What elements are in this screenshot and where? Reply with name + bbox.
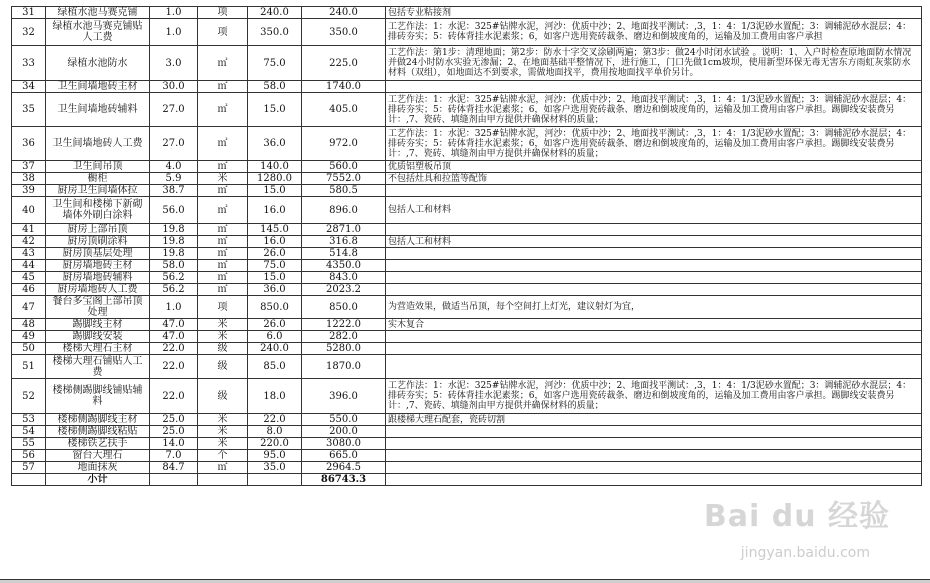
unit-price-cell: 15.0 (248, 185, 302, 197)
remarks-cell: 工艺作法：1：水泥：325#钻牌水泥，河沙：优质中沙；2、地面找平测试：,3，1：4：1/3泥砂水置配；3：调辅泥砂水混层；4：排砖夯实；5：砖体背挂水泥素浆；6，如客户选用瓷砖裁条、磨边和倒坡度角的，运输及加工费用由客户承担 (386, 19, 922, 46)
unit-price-cell: 22.0 (248, 414, 302, 426)
remarks-cell (386, 185, 922, 197)
amount-cell: 350.0 (302, 19, 386, 46)
unit-cell: 个 (198, 450, 248, 462)
unit-cell: ㎡ (198, 224, 248, 236)
row-number-cell: 37 (12, 161, 46, 173)
table-row (12, 127, 922, 161)
remarks-cell (386, 438, 922, 450)
unit-price-cell: 16.0 (248, 197, 302, 224)
quantity-cell: 27.0 (150, 93, 198, 127)
unit-price-cell: 26.0 (248, 248, 302, 260)
row-number-cell: 51 (12, 355, 46, 379)
amount-cell: 316.8 (302, 236, 386, 248)
unit-cell: ㎡ (198, 185, 248, 197)
remarks-cell: 包括人工和材料 (386, 236, 922, 248)
remarks-cell (386, 248, 922, 260)
amount-cell: 2871.0 (302, 224, 386, 236)
table-row (12, 19, 922, 46)
table-row (12, 161, 922, 173)
unit-price-cell: 850.0 (248, 296, 302, 319)
remarks-cell: 优质铝塑板吊顶 (386, 161, 922, 173)
quote-table (11, 6, 922, 486)
row-number-cell: 40 (12, 197, 46, 224)
quantity-cell: 19.8 (150, 224, 198, 236)
amount-cell: 282.0 (302, 331, 386, 343)
quantity-cell: 22.0 (150, 343, 198, 355)
row-number-cell: 32 (12, 19, 46, 46)
remarks-cell: 工艺作法：第1步：清理地面；第2步：防水十字交叉涂刷两遍；第3步：做24小时闭水试验 。说明：1、入户时检查原地面防水情况并做24小时防水实验无渗漏；2、在地面基础平整情况下，进行施工，门口先做1cm坡坝，使用新型环保无毒无害东方雨虹灰浆防水材料（双组），如地面达不到要求，需做地面找平，费用按地面找平单价另计。 (386, 46, 922, 81)
remarks-cell: 包括人工和材料 (386, 197, 922, 224)
blank-cell (386, 474, 922, 486)
unit-price-cell: 15.0 (248, 272, 302, 284)
unit-cell: ㎡ (198, 93, 248, 127)
row-number-cell: 52 (12, 379, 46, 414)
unit-cell: 项 (198, 296, 248, 319)
unit-price-cell: 6.0 (248, 331, 302, 343)
unit-price-cell: 75.0 (248, 46, 302, 81)
row-number-cell: 45 (12, 272, 46, 284)
table-row (12, 185, 922, 197)
row-number-cell: 49 (12, 331, 46, 343)
unit-price-cell: 350.0 (248, 19, 302, 46)
table-row (12, 93, 922, 127)
amount-cell: 396.0 (302, 379, 386, 414)
unit-cell: ㎡ (198, 236, 248, 248)
amount-cell: 3080.0 (302, 438, 386, 450)
amount-cell: 5280.0 (302, 343, 386, 355)
table-row (12, 355, 922, 379)
item-name-cell: 绿植水池防水 (46, 46, 150, 81)
quantity-cell: 1.0 (150, 7, 198, 19)
table-row (12, 450, 922, 462)
unit-price-cell: 36.0 (248, 127, 302, 161)
row-number-cell: 48 (12, 319, 46, 331)
item-name-cell: 餐台多宝阁上部吊顶处理 (46, 296, 150, 319)
row-number-cell: 55 (12, 438, 46, 450)
remarks-cell (386, 260, 922, 272)
item-name-cell: 厨房墙地砖主材 (46, 260, 150, 272)
item-name-cell: 楼梯侧踢脚线铺贴辅料 (46, 379, 150, 414)
unit-price-cell: 36.0 (248, 284, 302, 296)
unit-price-cell: 240.0 (248, 7, 302, 19)
table-body (12, 7, 922, 486)
quantity-cell: 1.0 (150, 19, 198, 46)
quantity-cell: 56.0 (150, 197, 198, 224)
subtotal-amount-cell: 86743.3 (302, 474, 386, 486)
unit-cell: ㎡ (198, 127, 248, 161)
blank-cell (150, 474, 198, 486)
quantity-cell: 5.9 (150, 173, 198, 185)
remarks-cell: 工艺作法：1：水泥：325#钻牌水泥，河沙：优质中沙；2、地面找平测试：,3，1：4：1/3泥砂水置配；3：调辅泥砂水混层；4：排砖夯实；5：砖体背挂水泥素浆；6，如客户选用瓷砖裁条、磨边和倒坡度角的，运输及加工费用由客户承担。踢脚线安装费另计：,7、瓷砖、填缝剂由甲方提供并确保材料的质量； (386, 379, 922, 414)
watermark-url: jingyan.baidu.com (740, 545, 870, 561)
item-name-cell: 卫生间吊顶 (46, 161, 150, 173)
amount-cell: 225.0 (302, 46, 386, 81)
quantity-cell: 56.2 (150, 272, 198, 284)
amount-cell: 2964.5 (302, 462, 386, 474)
amount-cell: 550.0 (302, 414, 386, 426)
quantity-cell: 47.0 (150, 331, 198, 343)
row-number-cell: 54 (12, 426, 46, 438)
remarks-cell: 为营造效果，做适当吊顶，每个空间打上灯光，建议射灯为宜， (386, 296, 922, 319)
table-row (12, 272, 922, 284)
row-number-cell: 38 (12, 173, 46, 185)
row-number-cell: 42 (12, 236, 46, 248)
item-name-cell: 绿植水池马赛克铺 (46, 7, 150, 19)
item-name-cell: 楼梯侧踢脚线主材 (46, 414, 150, 426)
item-name-cell: 卫生间墙地砖辅料 (46, 93, 150, 127)
row-number-cell: 31 (12, 7, 46, 19)
quantity-cell: 84.7 (150, 462, 198, 474)
table-row (12, 248, 922, 260)
amount-cell: 972.0 (302, 127, 386, 161)
item-name-cell: 绿植水池马赛克铺贴人工费 (46, 19, 150, 46)
item-name-cell: 楼梯大理石主材 (46, 343, 150, 355)
table-row (12, 236, 922, 248)
row-number-cell: 36 (12, 127, 46, 161)
unit-cell: 米 (198, 173, 248, 185)
unit-cell: 级 (198, 379, 248, 414)
unit-price-cell: 15.0 (248, 93, 302, 127)
amount-cell: 240.0 (302, 7, 386, 19)
subtotal-row (12, 474, 922, 486)
amount-cell: 580.5 (302, 185, 386, 197)
quantity-cell: 58.0 (150, 260, 198, 272)
unit-price-cell: 26.0 (248, 319, 302, 331)
remarks-cell (386, 426, 922, 438)
amount-cell: 405.0 (302, 93, 386, 127)
item-name-cell: 楼梯侧踢脚线粘贴 (46, 426, 150, 438)
unit-price-cell: 75.0 (248, 260, 302, 272)
quantity-cell: 25.0 (150, 414, 198, 426)
item-name-cell: 厨房墙地砖人工费 (46, 284, 150, 296)
table-row (12, 319, 922, 331)
amount-cell: 2023.2 (302, 284, 386, 296)
unit-price-cell: 145.0 (248, 224, 302, 236)
unit-cell: ㎡ (198, 284, 248, 296)
item-name-cell: 卫生间墙地砖人工费 (46, 127, 150, 161)
remarks-cell: 工艺作法：1：水泥：325#钻牌水泥，河沙：优质中沙；2、地面找平测试：,3，1：4：1/3泥砂水置配；3：调辅泥砂水混层；4：排砖夯实；5：砖体背挂水泥素浆；6，如客户选用瓷砖裁条、磨边和倒坡度角的，运输及加工费用由客户承担。踢脚线安装费另计：,7、瓷砖、填缝剂由甲方提供并确保材料的质量； (386, 127, 922, 161)
quantity-cell: 47.0 (150, 319, 198, 331)
amount-cell: 7552.0 (302, 173, 386, 185)
item-name-cell: 踢脚线安装 (46, 331, 150, 343)
unit-price-cell: 140.0 (248, 161, 302, 173)
amount-cell: 200.0 (302, 426, 386, 438)
unit-cell: 米 (198, 426, 248, 438)
unit-cell: ㎡ (198, 197, 248, 224)
table-row (12, 331, 922, 343)
table-row (12, 46, 922, 81)
amount-cell: 665.0 (302, 450, 386, 462)
item-name-cell: 踢脚线主材 (46, 319, 150, 331)
row-number-cell: 57 (12, 462, 46, 474)
table-row (12, 343, 922, 355)
bottom-strip (0, 579, 930, 583)
unit-cell: 级 (198, 343, 248, 355)
unit-price-cell: 85.0 (248, 355, 302, 379)
remarks-cell (386, 462, 922, 474)
unit-cell: ㎡ (198, 462, 248, 474)
watermark-logo: Bai du 经验 (703, 499, 890, 534)
amount-cell: 4350.0 (302, 260, 386, 272)
remarks-cell (386, 81, 922, 93)
remarks-cell (386, 272, 922, 284)
unit-cell: 项 (198, 19, 248, 46)
item-name-cell: 卫生间墙地砖主材 (46, 81, 150, 93)
table-row (12, 296, 922, 319)
item-name-cell: 厨房卫生间墙体拉 (46, 185, 150, 197)
blank-cell (12, 474, 46, 486)
unit-cell: ㎡ (198, 272, 248, 284)
subtotal-label-cell: 小计 (46, 474, 150, 486)
unit-price-cell: 8.0 (248, 426, 302, 438)
quantity-cell: 14.0 (150, 438, 198, 450)
quantity-cell: 19.8 (150, 248, 198, 260)
table-row (12, 284, 922, 296)
table-row (12, 462, 922, 474)
quantity-cell: 7.0 (150, 450, 198, 462)
amount-cell: 1222.0 (302, 319, 386, 331)
unit-cell: ㎡ (198, 46, 248, 81)
remarks-cell: 跟楼梯大理石配套，瓷砖切割 (386, 414, 922, 426)
item-name-cell: 厨房顶刷涂料 (46, 236, 150, 248)
table-row (12, 260, 922, 272)
amount-cell: 514.8 (302, 248, 386, 260)
row-number-cell: 34 (12, 81, 46, 93)
quantity-cell: 25.0 (150, 426, 198, 438)
quantity-cell: 27.0 (150, 127, 198, 161)
item-name-cell: 卫生间和楼梯下新砌墙体外刷白涂料 (46, 197, 150, 224)
item-name-cell: 楼梯大理石铺贴人工费 (46, 355, 150, 379)
quantity-cell: 1.0 (150, 296, 198, 319)
unit-cell: 米 (198, 319, 248, 331)
row-number-cell: 47 (12, 296, 46, 319)
row-number-cell: 56 (12, 450, 46, 462)
table-row (12, 7, 922, 19)
item-name-cell: 厨房上部吊顶 (46, 224, 150, 236)
amount-cell: 896.0 (302, 197, 386, 224)
row-number-cell: 46 (12, 284, 46, 296)
blank-cell (248, 474, 302, 486)
quantity-cell: 22.0 (150, 379, 198, 414)
quantity-cell: 30.0 (150, 81, 198, 93)
amount-cell: 850.0 (302, 296, 386, 319)
item-name-cell: 地面抹灰 (46, 462, 150, 474)
unit-price-cell: 1280.0 (248, 173, 302, 185)
quantity-cell: 56.2 (150, 284, 198, 296)
row-number-cell: 35 (12, 93, 46, 127)
unit-price-cell: 35.0 (248, 462, 302, 474)
unit-price-cell: 95.0 (248, 450, 302, 462)
remarks-cell: 不包括灶具和拉篮等配饰 (386, 173, 922, 185)
remarks-cell (386, 355, 922, 379)
quote-sheet (11, 6, 922, 486)
row-number-cell: 44 (12, 260, 46, 272)
unit-cell: ㎡ (198, 81, 248, 93)
unit-price-cell: 16.0 (248, 236, 302, 248)
row-number-cell: 50 (12, 343, 46, 355)
unit-price-cell: 58.0 (248, 81, 302, 93)
item-name-cell: 厨房墙地砖辅料 (46, 272, 150, 284)
unit-price-cell: 18.0 (248, 379, 302, 414)
table-row (12, 426, 922, 438)
row-number-cell: 33 (12, 46, 46, 81)
amount-cell: 843.0 (302, 272, 386, 284)
unit-cell: 米 (198, 414, 248, 426)
remarks-cell (386, 224, 922, 236)
unit-cell: 米 (198, 331, 248, 343)
unit-cell: 项 (198, 7, 248, 19)
amount-cell: 560.0 (302, 161, 386, 173)
item-name-cell: 橱柜 (46, 173, 150, 185)
amount-cell: 1870.0 (302, 355, 386, 379)
quantity-cell: 19.8 (150, 236, 198, 248)
row-number-cell: 43 (12, 248, 46, 260)
quantity-cell: 3.0 (150, 46, 198, 81)
table-row (12, 81, 922, 93)
item-name-cell: 窗台大理石 (46, 450, 150, 462)
remarks-cell: 包括专业粘接剂 (386, 7, 922, 19)
unit-cell: ㎡ (198, 260, 248, 272)
remarks-cell: 工艺作法：1：水泥：325#钻牌水泥，河沙：优质中沙；2、地面找平测试：,3，1：4：1/3泥砂水置配；3：调辅泥砂水混层；4：排砖夯实；5：砖体背挂水泥素浆；6，如客户选用瓷砖裁条、磨边和倒坡度角的，运输及加工费用由客户承担。踢脚线安装费另计：,7、瓷砖、填缝剂由甲方提供并确保材料的质量； (386, 93, 922, 127)
table-row (12, 379, 922, 414)
unit-price-cell: 220.0 (248, 438, 302, 450)
item-name-cell: 厨房顶基层处理 (46, 248, 150, 260)
remarks-cell (386, 331, 922, 343)
remarks-cell: 实木复合 (386, 319, 922, 331)
quantity-cell: 4.0 (150, 161, 198, 173)
unit-cell: ㎡ (198, 161, 248, 173)
row-number-cell: 41 (12, 224, 46, 236)
quantity-cell: 22.0 (150, 355, 198, 379)
unit-cell: 级 (198, 355, 248, 379)
item-name-cell: 楼梯铁艺扶手 (46, 438, 150, 450)
blank-cell (198, 474, 248, 486)
table-row (12, 438, 922, 450)
unit-cell: 米 (198, 438, 248, 450)
unit-price-cell: 240.0 (248, 343, 302, 355)
remarks-cell (386, 343, 922, 355)
table-row (12, 197, 922, 224)
table-row (12, 414, 922, 426)
table-row (12, 173, 922, 185)
row-number-cell: 39 (12, 185, 46, 197)
quantity-cell: 38.7 (150, 185, 198, 197)
remarks-cell (386, 284, 922, 296)
table-row (12, 224, 922, 236)
row-number-cell: 53 (12, 414, 46, 426)
amount-cell: 1740.0 (302, 81, 386, 93)
unit-cell: ㎡ (198, 248, 248, 260)
remarks-cell (386, 450, 922, 462)
